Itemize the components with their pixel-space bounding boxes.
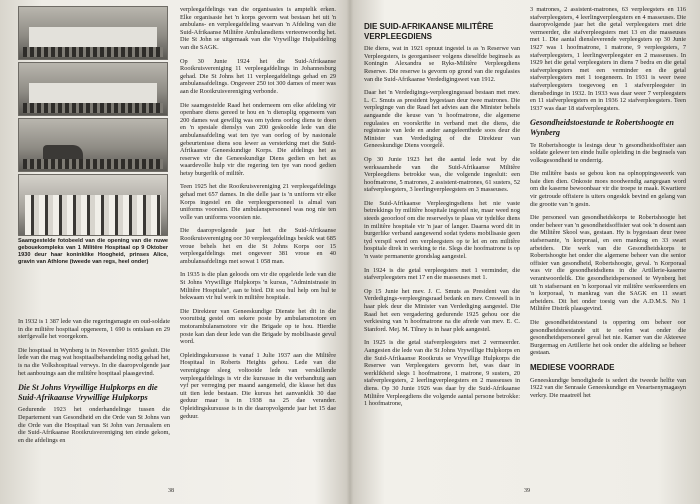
paragraph: Die militêre basis se gebou kon na oplnoppingsweerk van baie dien dien. Onkoste moes noodwendig aangegaan word om die kaserne bewoonbaar vir die troepe te maak. Kwartiere vir getroude offisiere is uiters ongeskik bevind en gelang van die grootte van 'n gesin. bbox=[530, 170, 686, 208]
paragraph: Die daaropvolgende jaar het die Suid-Afrikaanse Rooikruisvereniging oor 30 verpleegafdelings beskik wat 685 vroue behels het en die St Johns Korps oor 15 verpleegafdelings met ongeveer 381 vroue en 40 ambulansafdelings met sowat 1 058 man. bbox=[180, 227, 336, 265]
paragraph: Die hospitaal in Wynberg is in November 1935 gesluit. Die lede van die mag wat hospitaalbehandeling nodig gehad het, is na die Volkshospitaal verwys. In die daaropvolgende jaar het aanbouings aan die militêre hospitaal plaasgevind. bbox=[18, 346, 170, 377]
right-col2-text bbox=[530, 6, 686, 405]
page-number-right: 39 bbox=[524, 488, 530, 494]
paragraph: Die diens, wat in 1921 opnuut ingestel is as 'n Reserwe van Verpleegsters, is georganiseer volgens dieselfde beginsels as Koningin Alexandra se Ryks-Militêre Verpleegdiens Reserwe. Die reserwe is gevorm op grond van die regulasies van die Suid-Afrikaanse Verdedigingswet van 1912. bbox=[364, 45, 520, 83]
photo-motorcar bbox=[18, 118, 168, 172]
photo-princess-alice bbox=[18, 174, 168, 236]
paragraph: Daar het 'n Verdedigings-verpleegingsraad bestaan met mev. L. C. Smuts as president bygestaan deur twee matrones. Die verpleginge van die Raad het advies aan die Minister behels aangaande die keuse van 'n hoofmatrone, die algemene regulasies en voorskrifte in verband met die diens, die registrasie van lede en ander aangeleenthede soos deur die Minister van Verdediging of die Direkteur van Geneeskundige Diens voorgelê. bbox=[364, 89, 520, 150]
paragraph: Die Direkteur van Geneeskundige Dienste het dit in die vooruitsig gestel om sekere poste by ambulansmotore en motorambulansmotore vir die Brigade op te hou. Hierdie poste kan dan deur lede van die Brigade by mobilisasie gevul word. bbox=[180, 307, 336, 346]
photo-montage bbox=[18, 6, 168, 266]
section-heading: Gesondheidstoestande te Robertshoogte en Wynberg bbox=[530, 118, 674, 137]
paragraph: Op 30 Junie 1923 het die aantal lede wat by die werksaamhede van die Suid-Afrikaanse Militêre Verpleegdiens betrokke was, die volgende ingesluit: een hoofmatrone, 5 matrones, 2 assistent-matrones, 61 susters, 52 stafverpleegsters, 3 leerlingverpleegsters en 3 masseuses. bbox=[364, 155, 520, 194]
paragraph: In 1935 is die plan geloods om vir die opgeleide lede van die St Johns Vrywillige Hulpkorps 'n kursus, "Administrasie in Militêre Hospitale", aan te bied. Dit sou hul help om hul te bekwaam vir hul werk in militêre hospitale. bbox=[180, 271, 336, 302]
left-col1-text bbox=[18, 318, 170, 450]
paragraph: Die saamgestelde Raad het onderneem om elke afdeling vir openbare diens gereed te hou en 'n diensplig opgeneem van 200 dames wat gewillig was om tydens oorlog diens te doen en 'n spesiale dienslys van 200 geskoolde lede van die ambulansafdeling wat ten tye van oorlog of by nasionale gebeurtenisse diens sou lewer as versterking met die Suid-Afrikaanse Geneeskundige Korps. Die afdelings het as reserwe vir die Geneeskundige Diens gedien en het as waardevolle hulp vir die regering ten tye van nood gedien hetsy burgerlik of militêr. bbox=[180, 101, 336, 177]
paragraph: Te Robertshoogte is lesings deur 'n gesondheidsoffisier aan soldate gelewer ten einde hulle opleiding in die beginsels van volksgesondheid te onderrig. bbox=[530, 141, 686, 164]
paragraph: Op 15 Junie het mev. J. C. Smuts as President van die Verdedigings-verpleegingsraad bedank en mev. Creswell is in haar plek deur die Minister van Verdediging aangestel. Die Raad het een vergadering gedurende 1925 gehou oor die verkiesing van 'n hoofmatrone na die afrede van mev. E. C. Stanford. Mej. M. Tilney is in haar plek aangestel. bbox=[364, 287, 520, 333]
paragraph: Op 30 Junie 1924 het die Suid-Afrikaanse Rooikruisvereniging 11 verpleegafdelings in Johannesburg gehad. Die St Johns het 11 verpleegafdelings gehad en 29 ambulansafdelings. Ongeveer 250 tot 300 dames of meer was aan die Rooikruisvereniging verbonde. bbox=[180, 57, 336, 95]
left-page bbox=[18, 6, 338, 498]
paragraph: In 1932 is 1 387 lede van die regeringsmagte en oud-soldate in die militêre hospitaal opgeneem, 1 690 is ontslaan en 29 sterfgevalle het voorgekom. bbox=[18, 318, 170, 341]
paragraph: Die Suid-Afrikaanse Verpleegingsdiens het nie vaste betrekkings by militêre hospitale ingestel nie, maar weed nog steeds geoorloof om die reserwelys te plaas vir tydelike diens in militêre hospitale vir 'n jaar of langer. Daarna word dit in burgerlike verband aangewend sodat tydens mobilisasie geen tyd verspil word om verpleegsters op te lei en om militêre hospitale direk in werking te rie. Slegs die hoofmatrone is op 'n vaste permanente grondslag aangestel. bbox=[364, 199, 520, 261]
photo-caption: Saamgestelde fotobeeld van die opening van die nuwe gebouekompleks van 1 Militêre Hospitaal op 9 Oktober 1930 deur haar koninklike Hoogheid, prinses Alice, gravin van Athlone (tweede van regs, heel onder) bbox=[18, 238, 168, 265]
right-page bbox=[364, 6, 686, 498]
photo-building bbox=[18, 6, 168, 60]
paragraph: In 1925 is die getal stafverpleegsters met 2 vermeerder. Aangesien die lede van die St Johns Vrywillige Hulpkorps en die Suid-Afrikaanse Rooikruis se Vrywillige Hulpkorps die Reserwe van Verpleegsters gevorm het, was daar in werklikheid slegs 1 hoofmatrone, 1 matrone, 9 susters, 20 stafverpleegsters, 2 leerlingverpleegsters en 2 masseuses in diens. Op 30 Junie 1926 was daar by die Suid-Afrikaanse Militêre Verpleegdiens die volgende aantal persone betrokke: 1 hoofmatrone, bbox=[364, 339, 520, 408]
paragraph: Die gesondheidstoestand is oppering om beheer oor gesondheidstoestande uit te oefen wat onder die gesondheidspersoneel geval het nie. Kamer van die Akteewe Burgermag en Artillerie het ook onder die afdeling se beheer gestaan. bbox=[530, 318, 686, 357]
paragraph: Gedurende 1923 het onderhandelinge tussen die Departement van Gesondheid en die Orde van St Johns van die Orde van die Hospitaal van St John van Jerusalem en die Suid-Afrikaanse Rooikruisvereniging ten einde gekom, en die afdelings en bbox=[18, 406, 170, 444]
section-heading: MEDIESE VOORRADE bbox=[530, 362, 615, 372]
paragraph: Opleidingskursusse is vanaf 1 Julie 1937 aan die Militêre Hospitaal in Roberts Heights gehou. Lede van die vereniginge sleeg voltooide lede van verskillende verpleegafdelings is vir die kursusse in die verbandtuig aan vyf per verreging per maand aangemeld, die klasse het dus uit tien lede bestaan. Die kursus het aanvanklik 30 dae geduur maar is in 1938 na 25 dae verander. Opleidingskursusse is in die daaropvolgende jaar het 15 dae geduur. bbox=[180, 351, 336, 420]
paragraph: Geneeskundige benodighede is sedert die tweede helfte van 1922 van die Senraale Geneeskundige en Veeartsenymagasyn verkry. Die maatreël het bbox=[530, 376, 686, 399]
paragraph: In 1924 is die getal verpleegsters met 1 verminder, die stafverpleegsters met 17 en die masseuses met 1. bbox=[364, 266, 520, 282]
photo-crowd bbox=[18, 62, 168, 116]
left-col2-text bbox=[180, 6, 336, 426]
section-heading: DIE SUID-AFRIKAANSE MILITÊRE VERPLEEGDIENS bbox=[364, 22, 494, 41]
paragraph: Die personeel van gesondheidskorps te Robertshoogte het onder beheer van 'n gesondheidsoffisier wat ook 'n dosent aan die Militêre Skool was, gestaan. Hy is bygestaan deur twee stafsersante, 'n korporaal, en een mankrag en 33 swart arbeiders. Die werk van die Gesondheidskorps te Robertshoogte het onder die algemene beheer van die senior offisier van gesondheid, Robertshoogte, geval. 'n Korporaal was vir die gesondheidsdiens in die Artillerie-kaserne verantwoordelik. Die gesondheidspersoneel te Wynberg het uit 'n stafsersant en 'n korporaal vir militêre werkseerders en 'n korporaal, 'n mankrag van die SAGK en 11 swart arbeiders. Dit het onder toesig van die A.D.M.S. No 1 Militêre Distrik plaasgevind. bbox=[530, 214, 686, 313]
paragraph: verpleegafdelings van die organisasies is amptelik erken. Elke organisasie het 'n korps gevorm wat bestaan het uit 'n ambulans- en verpleegafdeling waarvan 'n Afdeling van die Suid-Afrikaanse Militêre Ambulansdiens verteenwoordig het. Die St John se uitgemaak van die Vrywillige Hulpafdeling van die SAGK. bbox=[180, 6, 336, 51]
right-col1-text bbox=[364, 20, 520, 414]
page-number-left: 38 bbox=[168, 488, 174, 494]
paragraph: Teen 1925 het die Rooikruisvereniging 21 verpleegafdelings gehad met 657 dames. In die delle jaar is 'n uniform vir elke Korps ingestel en die verpleegpersoneel is almal van uniforms voorsien. Die ambulanspersoneel was nog nie ten volle van uniforms voorsien nie. bbox=[180, 183, 336, 221]
paragraph: 3 matrones, 2 assistent-matrones, 63 verpleegsters en 116 stafverpleegsters, 4 leerlingverpleegsters en 4 masseuses. Die daaropvolgende jaar het die getal verpleegsters met drie vermeerder, die stafverpleegsters met 13 en die masseuses met 1. Die aantal diensleverende verpleegsters op 30 Junie 1927 was 1 hoofmatrone, 1 matrone, 9 verpleegsters, 7 stafverpleegsters, 1 leerlingverpleegster en 2 masseuses. In 1929 het die getal verpleegsters in diens 7 bedra en die getal stafverpleegsters met een verminder en die getal stafverpleegsters met 1 toegeneem. In 1931 is weer twee stafverpleegsters toegevoeg en 1 stafverpleegster in diensbedinge in 1932. In 1933 was daar weer 7 verpleegsters en 11 stafverpleegsters en in 1936 12 stafverpleegsters. Teen 1937 was daar 18 stafverpleegsters. bbox=[530, 6, 686, 112]
section-heading: Die St Johns Vrywillige Hulpkorps en die Suid-Afrikaanse Vrywillige Hulpkorps bbox=[18, 383, 158, 402]
